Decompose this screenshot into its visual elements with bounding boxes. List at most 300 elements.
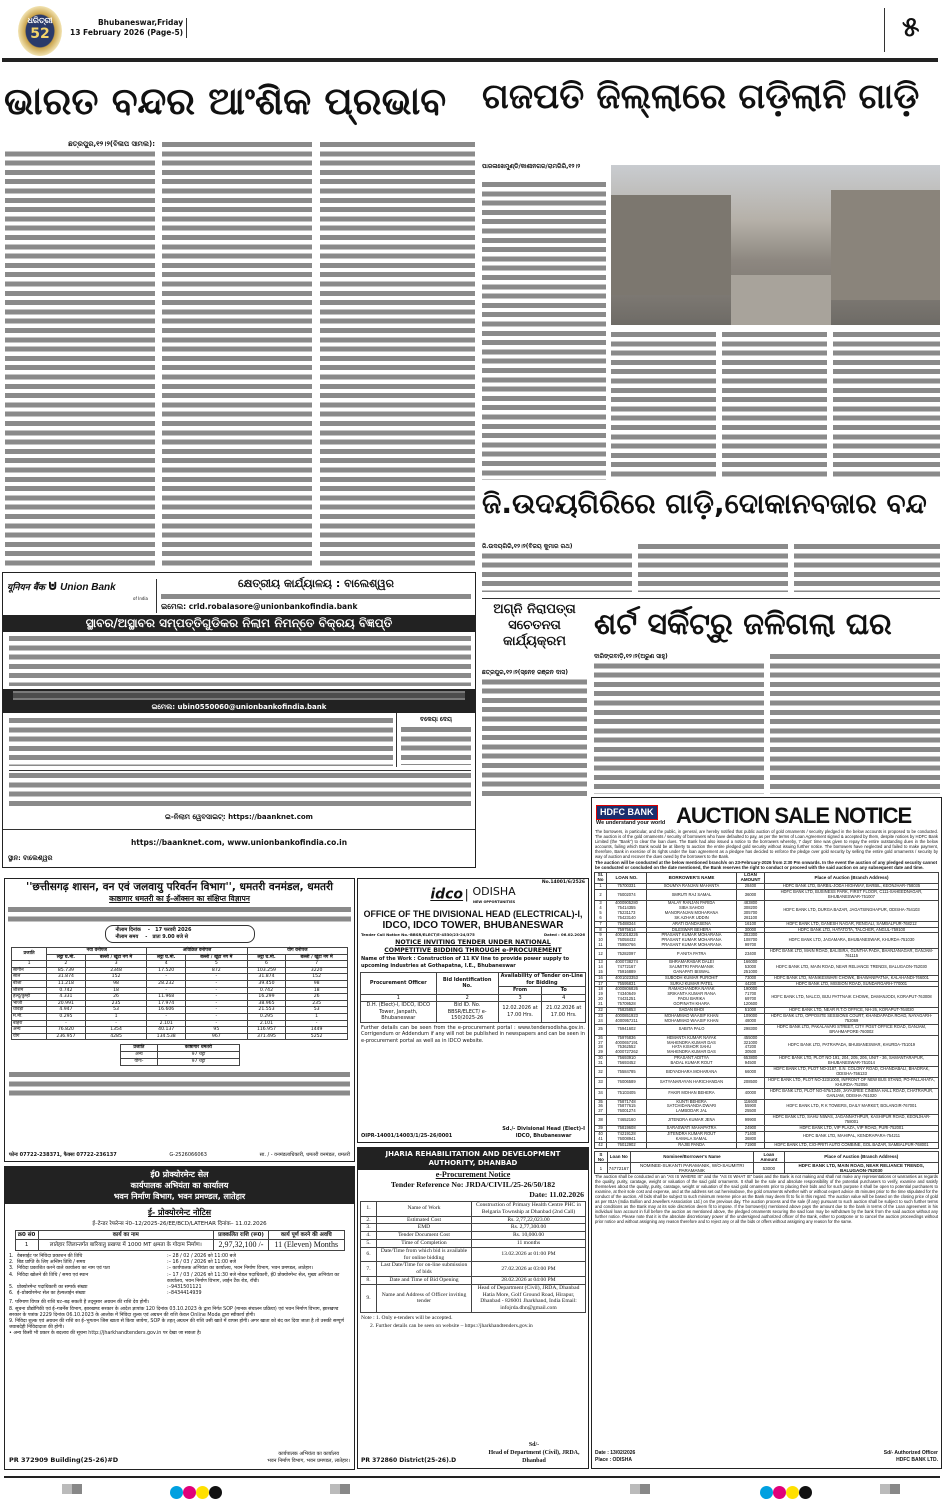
table-cell: 4000657191 <box>607 1041 647 1046</box>
table-cell: 66000 <box>737 1067 765 1078</box>
table-cell: 6. <box>361 1247 377 1262</box>
table-cell: Rs. 2,77,22,023.00 <box>472 1216 586 1224</box>
table-cell: SARASWATI MAHAPATRA <box>647 1126 737 1132</box>
table-cell: - <box>47 1020 86 1027</box>
latehar-schedule <box>9 1254 350 1297</box>
table-cell: 4000905280 <box>607 900 647 905</box>
column-number: 1 <box>12 961 47 968</box>
table-cell: 74772167 <box>607 965 647 970</box>
table-row <box>12 980 348 987</box>
table-cell: D.H. (Elect)-I, IDCO, IDCO Tower, Janpath, Bhubaneswar <box>361 1002 437 1023</box>
black-mark <box>209 1486 222 1499</box>
table-cell: सागौन <box>12 967 47 974</box>
header-cell: BORROWER'S NAME <box>647 873 737 884</box>
table-row <box>12 1027 348 1034</box>
table-cell: 38 <box>595 1115 607 1126</box>
table-cell: - <box>185 987 247 994</box>
schedule-text: वेबसाईट पर निविदा प्रकाशन की तिथि <box>17 1254 83 1259</box>
branch-address: HDFC BANK LTD, SAHU NIWAS, JAGANNATHPUR, KASHIPUR ROAD, KEONJHAR-758001 <box>765 1115 939 1126</box>
table-cell: RAMACHANDRA NAYAK <box>647 987 737 992</box>
schedule-text: प्रोक्योरमेन्ट पदाधिकारी का सम्पर्क संख्या <box>17 1285 88 1291</box>
table-cell: PRASANT KUMAR MOHARANA <box>647 938 737 943</box>
table-cell: EMD <box>377 1224 472 1232</box>
table-cell: 2,97,32,100 /- <box>213 1240 268 1251</box>
newspaper-logo: ଧରିତ୍ରୀ 52 <box>18 6 62 56</box>
table-cell: SMRUTI RAJ SAMAL <box>647 890 737 901</box>
table-cell: 4 <box>595 906 607 911</box>
table-cell: 120600 <box>737 1002 765 1007</box>
city-day: Bhubaneswar,Friday <box>97 18 184 27</box>
branch-address: HDFC BANK LTD, MANIKESWARI CHOWK, BHAWANIPATNA, KALAHANDI-766001 <box>765 975 939 981</box>
table-cell: Head of Department (Civil), JRDA, Dhanbad Hatia More, Golf Ground Road, Hirapur, Dhanbad - 826001 Jharkhand, India Email: infojrda.dhn@gmail.com <box>472 1284 586 1312</box>
table-cell: 69700 <box>737 997 765 1002</box>
table-cell: - <box>185 1013 247 1020</box>
table-cell: - <box>147 974 186 981</box>
table-cell: 94500 <box>737 1061 765 1066</box>
table-cell: 2. <box>361 1216 377 1224</box>
schedule-text: 5. <box>9 1285 14 1291</box>
table-cell: 4001023353 <box>607 975 647 981</box>
article-fire-body: ଛତ୍ରପୁର,୧୨।୨(ସ୍ନେହ ରଞ୍ଜନ ଦାସ) <box>482 668 587 796</box>
table-cell: SATYANARAYAN HARICHANDAN <box>647 1077 737 1088</box>
hdfc-nominee-table <box>594 1151 939 1175</box>
table-cell: 28 <box>595 1045 607 1050</box>
table-cell: 74431251 <box>607 997 647 1002</box>
table-cell: 51000 <box>737 1008 765 1014</box>
table-cell: - <box>185 974 247 981</box>
table-cell: Date/Time from which bid is available for online bidding <box>377 1247 472 1262</box>
table-cell: KUNTI BEHERA <box>647 1099 737 1104</box>
table-cell: 33 <box>595 1077 607 1088</box>
table-cell: बीजा <box>12 980 47 987</box>
table-cell: 53 <box>85 1007 147 1014</box>
table-cell: 21.02.2026 at 17.00 Hrs. <box>542 1002 586 1023</box>
union-bank-logo-hi: यूनियन बैंक <box>7 583 45 593</box>
table-cell: 4. <box>361 1232 377 1240</box>
table-cell: - <box>147 1013 186 1020</box>
table-cell: धावड़ा <box>12 1007 47 1014</box>
table-cell: 21 <box>595 1002 607 1007</box>
table-cell: 75103405 <box>607 1088 647 1099</box>
table-cell: 75693910 <box>607 1056 647 1061</box>
header-cell: Procurement Officer <box>361 973 437 995</box>
table-cell: 4000957211 <box>607 1019 647 1024</box>
table-cell: 75414355 <box>607 906 647 911</box>
table-row <box>361 1262 586 1277</box>
column-number: 2 <box>436 994 498 1002</box>
table-cell: 23400 <box>737 949 765 960</box>
table-cell: 44200 <box>737 981 765 987</box>
table-cell: 653800 <box>737 1056 765 1061</box>
table-cell: 15 <box>595 970 607 975</box>
table-cell: 1 <box>595 1163 608 1174</box>
table-cell: 8. <box>361 1276 377 1284</box>
table-cell: 53000 <box>754 1163 784 1174</box>
table-cell: 0.742 <box>47 987 86 994</box>
table-cell: 103.259 <box>247 967 286 974</box>
branch-address: HDFC BANK LTD, VIP PLAZA, VIP ROAD, PURI-752001 <box>765 1126 939 1132</box>
table-cell: 10 <box>595 938 607 943</box>
branch-address: HDFC BANK LTD, GANESH NAGAR, RENGALI, SAMBALPUR-768212 <box>765 921 939 927</box>
table-cell: PRASANT KUMAR MOHARANA <box>647 933 737 938</box>
table-cell: 40 <box>595 1131 607 1136</box>
header-cell: क्र0 सं0 <box>15 1231 38 1240</box>
table-cell: 455000 <box>737 1035 765 1040</box>
table-cell: 967 <box>185 1033 247 1040</box>
table-row <box>120 1059 239 1066</box>
table-row <box>12 987 348 994</box>
table-cell: 13.02.2026 at 01:00 PM <box>472 1247 586 1262</box>
table-cell: PRASANT KUMAR MOHARANA <box>647 943 737 948</box>
jrda-tender-ad: JHARIA REHABILITATION AND DEVELOPMENT AUTHORITY, DHANBAD e-Procurement Notice Tender Reference No: JRDA/CIVIL/25-26/50/182 Date: 11.02.2026 1. Name of Work Construction of Primary Health Centre PHC in Belgaria Township at Dhanbad (2nd Call) 2. Estimated Cost Rs. 2,77,22,023.00 3. EMD Rs. 2,77,300.00 4. Tender Document Cost Rs. 10,000.00 5. Time of Completion 11 months 6. Date/Time from which bid is available for online bidding 13.02.2026 at 01:00 PM 7. Last Date/Time for on-line submission of bids 27.02.2026 at 03:00 PM 8. Date and Time of Bid Opening 28.02.2026 at 04:00 PM 9. Name and Address of Officer inviting tender Head of Department (Civil), JRDA, Dhanbad Hatia More, Golf Ground Road, Hirapur, Dhanbad - 826001 Jharkhand, India Email: infojrda.dhn@gmail.com Note : 1. Only e-tenders will be accepted. 2. Further details can be seen on website – https://jharkhandtenders.gov.in PR 372860 District(25-26).D Sd/- Head of Department (Civil), JRDA, Dhanbad <box>357 1147 589 1469</box>
cyan-mark <box>170 1486 183 1499</box>
table-row <box>15 1231 344 1240</box>
dhamtari-forest-ad: ''छत्तीसगढ़ शासन, वन एवं जलवायु परिवर्तन विभाग'', धमतरी वनमंडल, धमतरी काष्ठागार धमतरी का ई-ऑक्सन का संक्षिप्त विज्ञापन नीलाम दिनांक - 17 फरवरी 2026 नीलाम समय - प्रातः 9.00 बजे से प्रजाति नया वनोपज अविक्रित वनोपज योग वनोपज लट्ठा घ.मी. बल्ली / खूंटा नग में लट्ठा घ.मी. बल्ली / खूंटा नग में लट्ठा घ.मी. बल्ली / खूंटा नग में 1 2 3 4 5 6 7 सागौन 85.739 2348 17.520 872 103.259 3220 साल 31.874 152 - - 31.874 152 बीजा 11.218 98 28.232 - 39.450 98 शीशम 0.742 18 - - 0.742 18 हल्दू/कुम्ही 4.331 26 11.968 - 16.299 26 भाजी 20.991 235 17.974 - 38.965 235 धावड़ा 4.947 53 16.606 - 21.553 53 म.मी. 0.295 1 - - 0.295 1 बाहरा - - 2.101 - 2.101 - अन्य 76.820 1354 40.137 95 116.957 1449 योग 236.957 4285 134.538 967 371.495 5252 प्रजाति काष्ठागार धमतरी अन्य 97 चट्टा योगः- 97 चट्टा फोनः 07722-238371, फैक्सः 07722-236137 G-2526066063 सा. / - वनमंडलाधिकारी, धमतरी वनमंडल, धमतरी <box>4 878 355 1162</box>
table-cell: 47200 <box>737 1045 765 1050</box>
table-row <box>12 1013 348 1020</box>
table-cell: SATCHIDANANDA DWARI <box>647 1104 737 1109</box>
table-cell: HEMANTA KUMAR NAYAK <box>647 1035 737 1040</box>
table-cell: 99900 <box>737 1115 765 1126</box>
table-cell: 27.02.2026 at 03:00 PM <box>472 1262 586 1277</box>
table-cell: 12 <box>595 949 607 960</box>
table-cell: SURAJ KUMAR PATEL <box>647 981 737 987</box>
table-row <box>120 1045 239 1052</box>
schedule-text: 2. <box>9 1260 14 1266</box>
branch-address: HDFC BANK LTD, PLOT NO-676/1249, JAYASREE CINEMA HALL ROAD, CHATRAPUR, GANJAM, ODISHA-761020 <box>765 1088 939 1099</box>
column-number: 3 <box>85 961 147 968</box>
table-cell: 76001274 <box>607 1109 647 1114</box>
table-cell: 18 <box>286 987 348 994</box>
table-cell: 73000 <box>737 975 765 981</box>
header-cell: From <box>498 987 542 995</box>
table-cell: 3. <box>361 1224 377 1232</box>
table-cell: 872 <box>185 967 247 974</box>
table-cell: 74772167 <box>607 1163 630 1174</box>
header-cell: योग वनोपज <box>247 948 347 955</box>
header-cell: Sl. No <box>595 873 607 884</box>
header-cell: Loan Amount <box>754 1151 784 1162</box>
table-cell: SAUMITRI PARAMANIK <box>647 965 737 970</box>
branch-address: HDFC BANK LTD, MAHIPAL, KENDRAPARA-754211 <box>765 1131 939 1142</box>
branch-address: HDFC BANK LTD, MAIN ROAD, NEAR RELIANCE TRENDS, BALUGAON-752030 <box>765 959 939 975</box>
table-cell: योग <box>12 1033 47 1040</box>
table-cell: 18 <box>595 987 607 992</box>
table-cell: 1449 <box>286 1027 348 1034</box>
schedule-text: 1. <box>9 1254 14 1259</box>
table-cell: 76006589 <box>607 1077 647 1088</box>
table-cell: 4.947 <box>47 1007 86 1014</box>
column-number: 6 <box>247 961 286 968</box>
table-row <box>361 973 586 987</box>
table-cell: 26 <box>595 1035 607 1040</box>
table-cell: 16.299 <box>247 994 286 1001</box>
table-cell: 14 <box>595 965 607 970</box>
auction-website[interactable]: ଇ-ନିଲାମ ୱେବସାଇଟ୍: https://baanknet.com <box>165 813 313 821</box>
header-cell: अविक्रित वनोपज <box>147 948 247 955</box>
header-cell: काष्ठागार धमतरी <box>158 1045 239 1052</box>
column-number: 1 <box>361 994 437 1002</box>
header-cell: S No <box>595 1151 608 1162</box>
table-cell: 20 <box>595 997 607 1002</box>
table-cell: 1 <box>15 1240 38 1251</box>
table-cell: 13 <box>595 959 607 964</box>
auction-title: AUCTION SALE NOTICE <box>676 802 912 828</box>
table-cell: 75950766 <box>607 943 647 948</box>
header-cell: To <box>542 987 586 995</box>
header-cell: Availability of Tender on-Line for Bidding <box>498 973 585 987</box>
table-cell: 75693452 <box>607 1061 647 1066</box>
table-cell: अन्य <box>12 1027 47 1034</box>
table-cell: 75282097 <box>607 949 647 960</box>
table-cell: 26 <box>286 994 348 1001</box>
union-bank-title: ସ୍ଥାବର/ଅସ୍ଥାବର ସମ୍ପତ୍ତିଗୁଡିକର ନିଲାମ ନିମନ୍ତେ ବିକ୍ରୟ ବିଜ୍ଞପ୍ତି <box>3 615 475 632</box>
schedule-item <box>9 1291 350 1297</box>
table-row <box>595 1088 939 1099</box>
masthead <box>0 0 940 62</box>
table-cell: HDFC BANK LTD, MAIN ROAD, NEAR RELIANCE TRENDS, BALUGAON-752030 <box>784 1163 939 1174</box>
note-item: 7. परिमाण विपत्र की राशि घट–बढ़ सकती है तद्नुसार अग्रधन की राशि देय होगी। <box>9 1300 150 1306</box>
table-cell: 31.874 <box>47 974 86 981</box>
table-cell: 30000 <box>737 927 765 933</box>
table-cell: 1 <box>286 1013 348 1020</box>
table-cell: साल <box>12 974 47 981</box>
table-row <box>595 1077 939 1088</box>
table-cell: 5 <box>595 911 607 916</box>
table-cell: - <box>286 1020 348 1027</box>
table-cell: P ANITA PATRA <box>647 949 737 960</box>
table-cell: 1 <box>595 884 607 890</box>
table-cell: 74340649 <box>607 992 647 997</box>
table-row <box>595 1142 939 1148</box>
table-cell: 305700 <box>737 911 765 916</box>
table-cell: 19 <box>595 992 607 997</box>
dateline: ଛତ୍ରପୁର,୧୨।୨(ବିଳାପ ସାମଲ): <box>5 140 155 149</box>
table-cell: RAJIB PANDA <box>647 1142 737 1148</box>
table-cell: - <box>185 1020 247 1027</box>
table-cell: 39 <box>595 1126 607 1132</box>
table-cell: लातेहार जिलान्तर्गत बारियातु प्रखण्ड में 1000 MT क्षमता के गोदाम निर्माण। <box>38 1240 213 1251</box>
table-row <box>12 954 348 961</box>
note-item: 8. सूचना प्रौद्योगिकी एवं ई–गवर्नेंस विभाग, झारखण्ड सरकार के आदेश ज्ञापांक 120 दिनांक 03.10.2023 के द्वारा निर्गत SOP (मानक संचालन प्रक्रिया) एवं भवन निर्माण विभाग, झारखण्ड सरकार के पत्रांक 2229 दिनांक 06.10.2023 के आलोक में निविदा शुल्क एवं अग्रधन की राशि केवल Online Mode द्वारा स्वीकार्य होगी। <box>9 1306 339 1318</box>
table-cell: 2348 <box>85 967 147 974</box>
table-row <box>361 1002 586 1023</box>
headline-udayagiri: ଜି.ଉଦୟଗିରିରେ ଗାଡ଼ି,ଦୋକାନବଜାର ବନ୍ଦ <box>482 487 927 520</box>
header-cell: Place of Auction (Branch Address) <box>784 1151 939 1162</box>
table-cell: 26 <box>85 994 147 1001</box>
yellow-mark <box>196 1486 209 1499</box>
table-cell: 76058432 <box>607 938 647 943</box>
table-cell: 4000738274 <box>607 959 647 964</box>
branch-email[interactable]: ଇମେଲ: ubin0550060@unionbankofindia.bank <box>151 703 327 711</box>
union-bank-logo-en: Union Bank <box>60 582 116 593</box>
table-cell: 25500 <box>737 1109 765 1114</box>
table-cell: 4.331 <box>47 994 86 1001</box>
table-cell: 74652160 <box>607 1115 647 1126</box>
column-number: 7 <box>286 961 348 968</box>
table-row <box>361 1247 586 1262</box>
latehar-notes <box>9 1300 350 1337</box>
table-cell: Last Date/Time for on-line submission of bids <box>377 1262 472 1277</box>
table-cell: 2 <box>595 890 607 901</box>
table-cell: 134.538 <box>147 1033 186 1040</box>
schedule-text: :– 16 / 03 / 2026 को 11:00 बजे <box>167 1260 236 1266</box>
hdfc-auction-ad: HDFC BANK We understand your world AUCTION SALE NOTICE The borrowers, in particular, and the public, in general, are hereby notified that public auction of gold ornaments / security pledged in the below accounts is proposed to be conducted. The auction is of the gold ornaments / security of borrowers who have defaulted to pay, as per the terms of Loan Agreement signed & accepted by them, despite notices by HDFC Bank Limited (the "Bank") to clear the loan dues. The Bank had also issued a notice to the borrowers whereby, 7 days' time was given to repay the entire outstanding dues in the below accounts, failing which Bank would be at liberty to auction the entire pledged gold security without issuing further notice. The borrowers have neglected and failed to make payment, therefore, Bank in exercise of its rights under the loan agreement as a pledgee has decided to enforce the pledge over gold security by selling the entire gold ornaments / security by way of auction and recover the dues owed by the borrowers to the Bank. The auction will be conducted at the below mentioned branch/s on 23-February-2026 from 2:30 Pm onwards. In the event the auction of any pledged security cannot be conducted or concluded on the date mentioned, the Bank reserves the right to conduct or proceed with the said auction on any subsequent date and time. Sl. No LOAN NO. BORROWER'S NAME LOAN AMOUNT Place of Auction (Branch Address) 1 75700331 SOUMYA RANJAN MAHANTA 28400 HDFC BANK LTD, BARBIL-JODA HIGHWAY, BARBIL, KEONJHAR-758035 2 76002074 SMRUTI RAJ SAMAL 36000 HDFC BANK LTD, BUSINESS PARK, FIRST FLOOR, C111-SAHEEDNAGAR, BHUBANESWAR-751007 3 4000905280 MALAY RANJAN PARIDA 483800 HDFC BANK LTD, DURGA BAZAR, JAGATSINGHAPUR, ODISHA-754103 4 75414355 SIBA SAHOO 308200 5 75231173 MANORANJAN MOHARANA 305700 6 75423140 SK AZHAR UDDIN 281100 7 75488344 ARATI DANDASENA 16100 HDFC BANK LTD, GANESH NAGAR, RENGALI, SAMBALPUR-768212 8 75975614 DILESWAR BEHERA 30000 HDFC BANK LTD, HATATOTA, TALCHER, ANGUL-759100 9 4001018226 PRASANT KUMAR MOHARANA 302300 HDFC BANK LTD, JAGAMARA, BHUBANESWAR, KHURDA-751030 10 76058432 PRASANT KUMAR MOHARANA 108700 11 75950766 PRASANT KUMAR MOHARANA 99700 12 75282097 P ANITA PATRA 23400 HDFC BANK LTD, MAIN ROAD, BALISIRA, GUNTHA PADA, BHANJANAGAR, GANJAM-761115 13 4000738274 BHRAMARABAR DALEI 166000 HDFC BANK LTD, MAIN ROAD, NEAR RELIANCE TRENDS, BALUGAON-752030 14 74772167 SAUMITRI PARAMANIK 53000 15 75916889 GANAPATI BISWAL 251000 16 4001023353 SUBODH KUMAR PUROHIT 73000 HDFC BANK LTD, MANIKESWARI CHOWK, BHAWANIPATNA, KALAHANDI-766001 17 75595831 SURAJ KUMAR PATEL 44200 HDFC BANK LTD, MISSION ROAD, SUNDARGARH-770001 18 4000806826 RAMACHANDRA NAYAK 190000 HDFC BANK LTD, NALCO, BIJU PATTNAIK CHOWK, DAMANJODI, KORAPUT-763008 19 74340649 SRIKANTA KUMAR RANA 71700 20 74431251 PADU BARIKA 69700 21 75709528 GOPINATH KHARA 120600 22 75825853 SADAN BHOI 51000 HDFC BANK LTD, NEAR R.T.O OFFICE, NH-26, KORAPUT-764020 23 4000851923 MOHAMMAD WAASIF KHAN 109000 HDFC BANK LTD, OPPOSITE SESSIONS COURT, KHANDAPADA ROAD, NAYAGARH-752069 24 4000957211 MOHAMMAD WAASIF KHAN 48000 25 75941602 SABITA PALO 298300 HDFC BANK LTD, PAKALAVARI STREET, CITY POST OFFICE ROAD, GANJAM, BRAHMAPORE-760002 26 75976836 HEMANTA KUMAR NAYAK 455000 HDFC BANK LTD, PATRAPADA, BHUBANESWAR, KHURDA-751019 27 4000657191 MAHENDRA KUMAR DAS 321000 28 75362552 HATA KISHOR SAHU 47200 29 4000727262 MAHENDRA KUMAR DAS 30500 30 75693910 PRASANT ADITYA 653800 HDFC BANK LTD, PLOT NO 191, 204, 205, 206, UNIT - 36, SAMANTARAPUR, BHUBANESWAR-751014 31 75693452 BADAL KUMAR ROUT 94500 32 75584785 BIDYADHARA MOHARANA 66000 HDFC BANK LTD, PLOT NO-2187, S.N. COLONY ROAD, CHANDABALI, BHADRAK, ODISHA-756133 33 76006589 SATYANARAYAN HARICHANDAN 208500 HDFC BANK LTD, PLOT NO-323/1000, INFRONT OF NEW BUS STAND, PO-PALLAHATA, KHURDA-752056 34 75103405 FAKIR MOHAN BEHERA 40000 HDFC BANK LTD, PLOT NO-676/1249, JAYASREE CINEMA HALL ROAD, CHATRAPUR, GANJAM, ODISHA-761020 35 75871748 KUNTI BEHERA 116600 HDFC BANK LTD, R K TOWERS, DAILY MARKET, BOLANGIR-767001 36 75877615 SATCHIDANANDA DWARI 55900 37 76001274 LAMBODAR JAL 25500 38 74652160 JITENDRA KUMAR JENA 99900 HDFC BANK LTD, SAHU NIWAS, JAGANNATHPUR, KASHIPUR ROAD, KEONJHAR-758001 39 75819608 SARASWATI MAHAPATRA 24900 HDFC BANK LTD, VIP PLAZA, VIP ROAD, PURI-752001 40 74219128 JITENDRA KUMAR ROUT 71400 HDFC BANK LTD, MAHIPAL, KENDRAPARA-754211 41 76008941 KAMALA SAMAL 36800 42 76012902 RAJIB PANDA 71900 HDFC BANK LTD, C/O-PRITI AUTO COMBINE, GOL BAZAR, SAMBALPUR-768001 S No Loan No Nominee/Borrower's Name Loan Amount Place of Auction (Branch Address) 1 74772167 NOMINEE-SUKANTI PARAMANIK, W/O-SAUMITRI PARAMANIK 53000 HDFC BANK LTD, MAIN ROAD, NEAR RELIANCE TRENDS, BALUGAON-752030 The auction shall be conducted on an "AS IS WHERE IS" and the "AS IS WHAT IS" basis and the Bank is not making and shall not make any representations or warranties as regards the quality, purity, caratage, weight or valuation of the said gold ornaments. It shall be the sole and absolute responsibility of the potential purchasers to verify, examine and satisfy themselves about the quality, purity, caratage, weight or valuation of the said gold ornaments prior to placing their bids and for such purpose it shall be open to potential purchasers to examine, at their sole cost and expense, and at the address set out hereinabove, the gold ornaments whether with or without expert advice 45 minutes prior to the time stipulated for the conduct of the auction. All bids shall be subject to such minimum reserve price as the Bank may deem fit to fix in this regard. The auction value will be based on the closing price of gold as per IBJA (India Bullion and Jewellers Association Ltd.) on the previous day. The auction process and the sale (if any) pursuant to such auction shall be subject to such further terms and conditions as the Bank may at its sole discretion deem fit to impose. If the borrower(s) mentioned above pays the amount due to the bank in terms of the Loan agreement in his individual loan account in full before the auction as mentioned above, the pledged ornaments securing the said loan may be withdrawn by the bank from the said auction without any further notice. Please note that it is the absolute discretionary power of the undersigned authorized officer of the Bank, either to postpone or to cancel the auction proceedings without prior notice and without assigning any reason therefore and to reject any or all the bids or offers without assigning any reason for the same. Date : 13/02/2026 Place : ODISHA Sd/- Authorized Officer HDFC BANK LTD. <box>591 797 942 1469</box>
table-cell: 76012902 <box>607 1142 647 1148</box>
table-cell: 2.101 <box>247 1020 286 1027</box>
latehar-eprocurement-ad: ई0 प्रोक्योरमेन्ट सेल कार्यपालक अभियंता का कार्यालय भवन निर्माण विभाग, भवन प्रमण्डल, लातेहार ई- प्रोक्योरमेन्ट नोटिस ई–टेन्डर रेफरेन्स नं0–12/2025-26/EE/BCD/LATEHAR दिनांक– 11.02.2026 क्र0 सं0 कार्य का नाम प्राक्कलित राशि (रू0) कार्य पूर्ण करने की अवधि 1 लातेहार जिलान्तर्गत बारियातु प्रखण्ड में 1000 MT क्षमता के गोदाम निर्माण। 2,97,32,100 /- 11 (Eleven) Months 1. वेबसाईट पर निविदा प्रकाशन की तिथि :– 28 / 02 / 2026 को 11:00 बजे 2. बिड प्राप्ति के लिए अन्तिम तिथि / समय :– 16 / 03 / 2026 को 11:00 बजे 3. निविदा प्रकाशित करने वाले कार्यालय का नाम एवं पता :– कार्यपालक अभियंता का कार्यालय, भवन निर्माण विभाग, भवन प्रमण्डल, लातेहार। 4. निविदा खोलने की तिथि / समय एवं स्थान :– 17 / 03 / 2026 को 11:30 बजे नोडल पदाधिकारी, ई0 प्रोक्योरमेन्ट सेल, मुख्य अभियंता का कार्यालय, भवन निर्माण विभाग, लाईन टैंक रोड, राँची। 5. प्रोक्योरमेन्ट पदाधिकारी का सम्पर्क संख्या :–9431501121 6. ई–प्रोक्योरमेन्ट सेल का हेल्पलाईन संख्या :–8434414939 7. परिमाण विपत्र की राशि घट–बढ़ सकती है तद्नुसार अग्रधन की राशि देय होगी। 8. सूचना प्रौद्योगिकी एवं ई–गवर्नेंस विभाग, झारखण्ड सरकार के आदेश ज्ञापांक 120 दिनांक 03.10.2023 के द्वारा निर्गत SOP (मानक संचालन प्रक्रिया) एवं भवन निर्माण विभाग, झारखण्ड सरकार के पत्रांक 2229 दिनांक 06.10.2023 के आलोक में निविदा शुल्क एवं अग्रधन की राशि केवल Online Mode द्वारा स्वीकार्य होगी। 9. निविदा शुल्क एवं अग्रधन की राशि का ई–भुगतान जिस खाता से किया जायेगा, SOP के तहत् अग्रधन की राशि उसी खाते में वापस होगी। अगर खाता को बंद कर दिया जाता है तो उसकी सम्पूर्ण जवाबदेही निविदादाता की होगी। • अन्य किसी भी प्रकार के बदलाव की सूचना http://jharkhandtenders.gov.in पर देखा जा सकता है। PR 372909 Building(25-26)#D कार्यपालक अभियंता का कार्यालय भवन निर्माण विभाग, भवन प्रमण्डल, लातेहार। <box>4 1166 355 1470</box>
hdfc-logo: HDFC BANK <box>596 805 658 820</box>
table-row <box>12 967 348 974</box>
page-number: ୫ <box>902 10 920 43</box>
table-cell: 7 <box>595 921 607 927</box>
header-cell: Bid Identification No. <box>436 973 498 995</box>
union-bank-logo-icon: ⊍ <box>46 578 59 594</box>
headline-gajapati: ଗଜପତି ଜିଲ୍ଲାରେ ଗଡ଼ିଲାନି ଗାଡ଼ି <box>482 77 920 117</box>
table-cell: Bid ID. No. BBSR/ELECT/ e-150/2025-26 <box>436 1002 498 1023</box>
table-cell: - <box>185 980 247 987</box>
table-cell: 2.101 <box>147 1020 186 1027</box>
table-cell: 24900 <box>737 1126 765 1132</box>
table-cell: 75976836 <box>607 1035 647 1040</box>
table-cell: 75975614 <box>607 927 647 933</box>
note-item: • अन्य किसी भी प्रकार के बदलाव की सूचना http://jharkhandtenders.gov.in पर देखा जा सकता है। <box>9 1331 202 1337</box>
header-cell: बल्ली / खूंटा नग में <box>85 954 147 961</box>
table-cell: 251000 <box>737 970 765 975</box>
table-cell: Date and Time of Bid Opening <box>377 1276 472 1284</box>
table-cell: 236.957 <box>47 1033 86 1040</box>
branch-address: HDFC BANK LTD, NALCO, BIJU PATTNAIK CHOWK, DAMANJODI, KORAPUT-763008 <box>765 987 939 1008</box>
table-cell: 116600 <box>737 1099 765 1104</box>
idco-logo: idco <box>430 886 464 903</box>
table-cell: 97 चट्टा <box>158 1052 239 1059</box>
table-cell: 16100 <box>737 921 765 927</box>
column-number: 5 <box>185 961 247 968</box>
branch-address: HDFC BANK LTD, DURGA BAZAR, JAGATSINGHAPUR, ODISHA-754103 <box>765 900 939 921</box>
table-cell: 308200 <box>737 906 765 911</box>
table-cell: 6 <box>595 916 607 921</box>
table-cell: 4000727262 <box>607 1050 647 1055</box>
table-cell: अन्य <box>120 1052 158 1059</box>
table-cell: 11 <box>595 943 607 948</box>
table-cell: PRASANT ADITYA <box>647 1056 737 1061</box>
table-cell: 17.974 <box>147 1000 186 1007</box>
table-cell: 166000 <box>737 959 765 964</box>
odisha-logo: ODISHA NEW OPPORTUNITIES <box>472 885 516 904</box>
table-row <box>120 1052 239 1059</box>
table-cell: BIDYADHARA MOHARANA <box>647 1067 737 1078</box>
header-cell: कार्य का नाम <box>38 1231 213 1240</box>
table-cell: 34 <box>595 1088 607 1099</box>
table-cell: SOUMYA RANJAN MAHANTA <box>647 884 737 890</box>
table-cell: FAKIR MOHAN BEHERA <box>647 1088 737 1099</box>
branch-address: HDFC BANK LTD, PAKALAVARI STREET, CITY POST OFFICE ROAD, GANJAM, BRAHMAPORE-760002 <box>765 1024 939 1035</box>
table-row <box>361 1232 586 1240</box>
table-cell: 28400 <box>737 884 765 890</box>
table-row <box>361 1239 586 1247</box>
header-cell: लट्ठा घ.मी. <box>147 954 186 961</box>
table-cell: 32 <box>595 1067 607 1078</box>
table-cell: 37 <box>595 1109 607 1114</box>
branch-address: HDFC BANK LTD, MISSION ROAD, SUNDARGARH-770001 <box>765 981 939 987</box>
table-cell: 75231173 <box>607 911 647 916</box>
table-cell: 11.218 <box>47 980 86 987</box>
table-cell: बाहरा <box>12 1020 47 1027</box>
table-cell: 75584785 <box>607 1067 647 1078</box>
table-row <box>12 961 348 968</box>
table-cell: Construction of Primary Health Centre PHC in Belgaria Township at Dhanbad (2nd Call) <box>472 1202 586 1217</box>
table-cell: 190000 <box>737 987 765 992</box>
magenta-mark <box>183 1486 196 1499</box>
table-cell: 7. <box>361 1262 377 1277</box>
table-cell: SUBODH KUMAR PUROHIT <box>647 975 737 981</box>
branch-address: HDFC BANK LTD, MAIN ROAD, BALISIRA, GUNTHA PADA, BHANJANAGAR, GANJAM-761115 <box>765 949 939 960</box>
table-cell: 75941602 <box>607 1024 647 1035</box>
table-cell: शीशम <box>12 987 47 994</box>
table-cell: KAMALA SAMAL <box>647 1137 737 1142</box>
table-cell: 75871748 <box>607 1099 647 1104</box>
table-row <box>361 1202 586 1217</box>
table-cell: 99700 <box>737 943 765 948</box>
branch-address: HDFC BANK LTD, R K TOWERS, DAILY MARKET, BOLANGIR-767001 <box>765 1099 939 1115</box>
header-cell: प्रजाति <box>120 1045 158 1052</box>
union-bank-websites[interactable]: https://baanknet.com, www.unionbankofindia.co.in <box>130 838 348 847</box>
branch-address: HDFC BANK LTD, PATRAPADA, BHUBANESWAR, KHURDA-751019 <box>765 1035 939 1056</box>
header-cell: LOAN AMOUNT <box>737 873 765 884</box>
table-cell: 40.137 <box>147 1027 186 1034</box>
table-cell: 5. <box>361 1239 377 1247</box>
idco-tender-ad: No.14001/6/2526 idco | ODISHA NEW OPPORTUNITIES OFFICE OF THE DIVISIONAL HEAD (ELECTRICAL)-I, IDCO, IDCO TOWER, BHUBANESWAR Tender Call Notice No.-BBSR/ELECT/E-4530/23-24/375 Dated : 06.02.2026 NOTICE INVITING TENDER UNDER NATIONAL COMPETITIVE BIDDING THROUGH e-PROCUREMENT Name of the Work : Construction of 11 KV line to provide power supply to upcoming industries at Gothapatna, I.E., Bhubaneswar Procurement Officer Bid Identification No. Availability of Tender on-Line for Bidding From To 1 2 3 4 D.H. (Elect)-I, IDCO, IDCO Tower, Janpath, Bhubaneswar Bid ID. No. BBSR/ELECT/ e-150/2025-26 12.02.2026 at 17.00 Hrs. 21.02.2026 at 17.00 Hrs. Further details can be seen from the e-procurement portal : www.tendersodisha.gov.in. Corrigendum or Addendum if any will not be published in newspapers and can be seen in e-procurement portal as well as in IDCO website. OIPR-14001/14003/1/25-26/0001 Sd./- Divisional Head (Elect)-I IDCO, Bhubaneswar <box>357 878 589 1143</box>
table-cell: 75877615 <box>607 1104 647 1109</box>
table-cell: 76002074 <box>607 890 647 901</box>
table-cell: 5252 <box>286 1033 348 1040</box>
table-cell: 98 <box>85 980 147 987</box>
table-cell: 71900 <box>737 1142 765 1148</box>
table-cell: 75916889 <box>607 970 647 975</box>
schedule-text: 6. <box>9 1291 14 1297</box>
table-cell: 55900 <box>737 1104 765 1109</box>
timber-table <box>11 947 348 1040</box>
header-cell: कार्य पूर्ण करने की अवधि <box>269 1231 344 1240</box>
table-cell: - <box>85 1020 147 1027</box>
table-row <box>595 1024 939 1035</box>
table-cell: 21.553 <box>247 1007 286 1014</box>
table-cell: 31.874 <box>247 974 286 981</box>
table-cell: MANORANJAN MOHARANA <box>647 911 737 916</box>
table-cell: 20.991 <box>47 1000 86 1007</box>
table-cell: 0.295 <box>247 1013 286 1020</box>
table-cell: भाजी <box>12 1000 47 1007</box>
table-row <box>12 948 348 955</box>
table-cell: JITENDRA KUMAR ROUT <box>647 1131 737 1136</box>
branch-address: HDFC BANK LTD, PLOT NO-323/1000, INFRONT OF NEW BUS STAND, PO-PALLAHATA, KHURDA-752056 <box>765 1077 939 1088</box>
table-cell: 95 <box>185 1027 247 1034</box>
header-cell: Loan No <box>607 1151 630 1162</box>
schedule-text: 3. <box>9 1266 14 1272</box>
table-cell: 53 <box>286 1007 348 1014</box>
table-cell: 85.739 <box>47 967 86 974</box>
headline-fire-safety: ଅଗ୍ନି ନିରାପତ୍ତା ସଚେତନତା କାର୍ଯ୍ୟକ୍ରମ <box>482 602 587 650</box>
table-cell: 38.965 <box>247 1000 286 1007</box>
table-cell: SRIKANTA KUMAR RANA <box>647 992 737 997</box>
table-cell: 1 <box>85 1013 147 1020</box>
table-cell: MOHAMMAD WAASIF KHAN <box>647 1014 737 1019</box>
column-number: 4 <box>542 994 586 1002</box>
branch-address: HDFC BANK LTD, JAGAMARA, BHUBANESWAR, KHURDA-751030 <box>765 933 939 949</box>
table-cell: 11 months <box>472 1239 586 1247</box>
schedule-text: :– 28 / 02 / 2026 को 11:00 बजे <box>167 1254 236 1259</box>
union-bank-email[interactable]: ଇମେଲ: crld.robalasore@unionbankofindia.bank <box>161 602 358 611</box>
